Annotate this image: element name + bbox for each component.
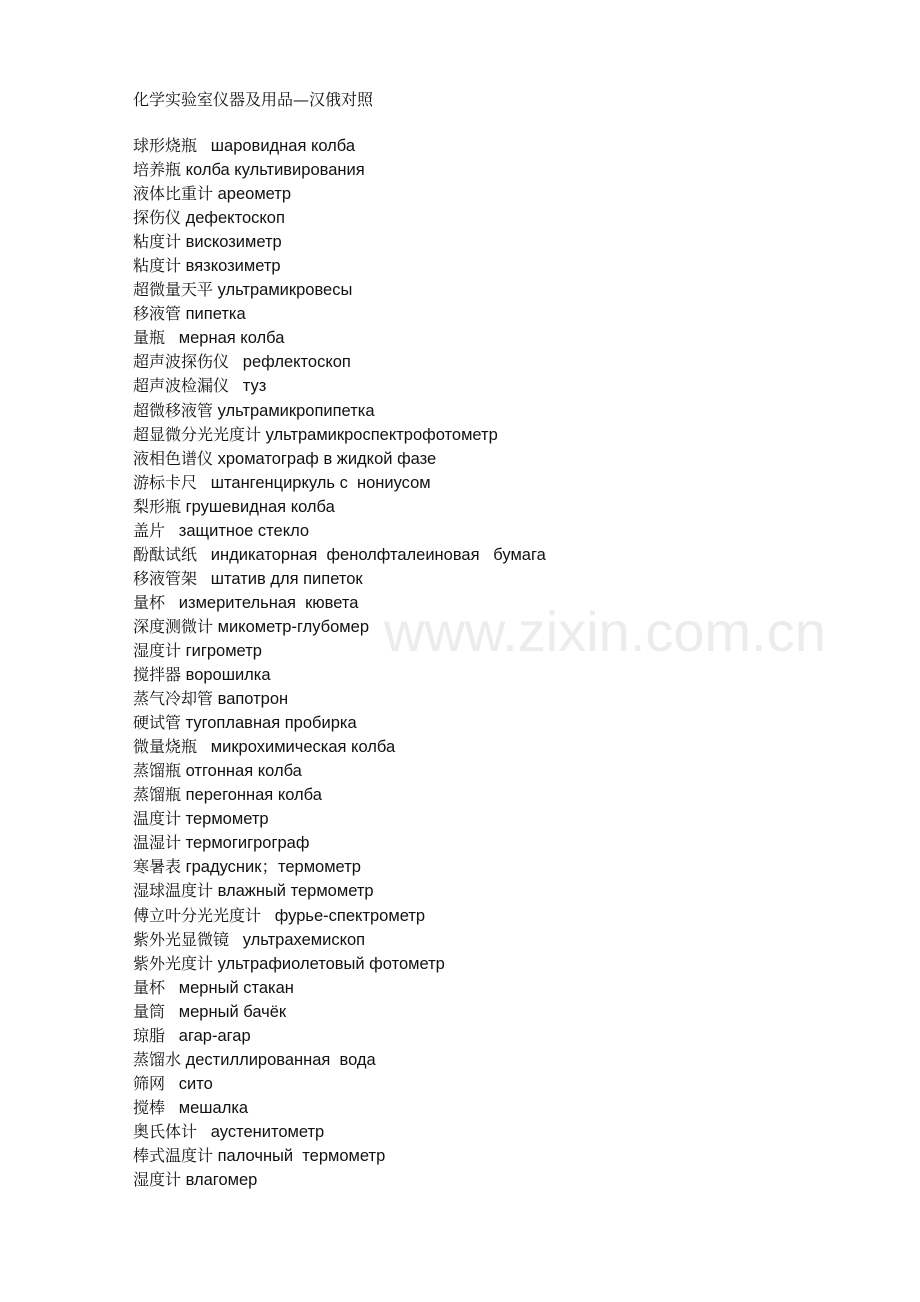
list-item <box>133 231 546 255</box>
list-item <box>133 400 546 424</box>
chinese-term: 琼脂 <box>133 1025 166 1045</box>
chinese-term: 超声波检漏仪 <box>133 376 230 396</box>
russian-term: ультрамикропипетка <box>217 401 375 420</box>
watermark: www.zixin.com.cn <box>384 600 826 663</box>
chinese-term: 微量烧瓶 <box>133 737 198 757</box>
russian-term: аустенитометр <box>210 1122 325 1141</box>
list-item <box>133 832 546 856</box>
list-item <box>133 279 546 303</box>
chinese-term: 游标卡尺 <box>133 472 198 492</box>
russian-term: вискозиметр <box>185 233 282 252</box>
list-item <box>133 472 546 496</box>
chinese-term: 量瓶 <box>133 328 166 348</box>
list-item <box>133 856 546 880</box>
term-separator <box>197 570 211 588</box>
list-item <box>133 688 546 712</box>
russian-term: ультрафиолетовый фотометр <box>217 954 445 973</box>
chinese-term: 超显微分光光度计 <box>133 424 262 444</box>
russian-term: грушевидная колба <box>185 497 335 516</box>
chinese-term: 培养瓶 <box>133 160 182 180</box>
russian-term: мерная колба <box>178 329 285 348</box>
list-item <box>133 1097 546 1121</box>
russian-term: сито <box>178 1074 213 1093</box>
russian-term: микометр-глубомер <box>217 617 369 636</box>
term-separator <box>165 594 179 612</box>
russian-term: влажный термометр <box>217 882 374 901</box>
russian-term: туз <box>242 377 267 396</box>
list-item <box>133 712 546 736</box>
russian-term: термогигрограф <box>185 834 310 853</box>
list-item <box>133 448 546 472</box>
chinese-term: 移液管架 <box>133 568 198 588</box>
term-separator <box>261 907 275 925</box>
chinese-term: 超微量天平 <box>133 280 214 300</box>
chinese-term: 蒸馏瓶 <box>133 761 182 781</box>
chinese-term: 酚酞试纸 <box>133 544 198 564</box>
list-item <box>133 616 546 640</box>
chinese-term: 温湿计 <box>133 833 182 853</box>
chinese-term: 液相色谱仪 <box>133 448 214 468</box>
chinese-term: 蒸馏水 <box>133 1049 182 1069</box>
russian-term: отгонная колба <box>185 762 302 781</box>
list-item <box>133 255 546 279</box>
chinese-term: 蒸气冷却管 <box>133 689 214 709</box>
chinese-term: 量杯 <box>133 977 166 997</box>
chinese-term: 紫外光度计 <box>133 953 214 973</box>
russian-term: измерительная кювета <box>178 593 359 612</box>
chinese-term: 棒式温度计 <box>133 1145 214 1165</box>
russian-term: палочный термометр <box>217 1146 386 1165</box>
list-item <box>133 159 546 183</box>
term-separator <box>197 546 211 564</box>
list-item <box>133 1169 546 1193</box>
term-separator <box>165 1099 179 1117</box>
term-separator <box>197 1123 211 1141</box>
list-item <box>133 303 546 327</box>
chinese-term: 搅棒 <box>133 1097 166 1117</box>
list-item <box>133 808 546 832</box>
list-item <box>133 929 546 953</box>
chinese-term: 奥氏体计 <box>133 1121 198 1141</box>
list-item <box>133 1121 546 1145</box>
vocabulary-list <box>133 135 546 1193</box>
russian-term: ультрахемископ <box>242 930 366 949</box>
chinese-term: 硬试管 <box>133 713 182 733</box>
page-title: 化学实验室仪器及用品—汉俄对照 <box>133 90 374 109</box>
chinese-term: 量筒 <box>133 1001 166 1021</box>
list-item <box>133 977 546 1001</box>
chinese-term: 搅拌器 <box>133 665 182 685</box>
list-item <box>133 1049 546 1073</box>
chinese-term: 紫外光显微镜 <box>133 929 230 949</box>
list-item <box>133 592 546 616</box>
russian-term: индикаторная фенолфталеиновая бумага <box>210 545 546 564</box>
chinese-term: 蒸馏瓶 <box>133 785 182 805</box>
russian-term: микрохимическая колба <box>210 738 396 757</box>
russian-term: влагомер <box>185 1171 258 1190</box>
russian-term: перегонная колба <box>185 786 322 805</box>
russian-term: тугоплавная пробирка <box>185 714 357 733</box>
list-item <box>133 496 546 520</box>
chinese-term: 球形烧瓶 <box>133 136 198 155</box>
chinese-term: 寒暑表 <box>133 857 182 877</box>
list-item <box>133 1025 546 1049</box>
russian-term: дестиллированная вода <box>185 1050 376 1069</box>
russian-term: дефектоскоп <box>185 209 285 228</box>
russian-term: градусник；термометр <box>185 858 361 877</box>
list-item <box>133 953 546 977</box>
chinese-term: 探伤仪 <box>133 208 182 228</box>
russian-term: термометр <box>185 810 269 829</box>
list-item <box>133 760 546 784</box>
chinese-term: 粘度计 <box>133 232 182 252</box>
chinese-term: 筛网 <box>133 1073 166 1093</box>
list-item <box>133 905 546 929</box>
list-item <box>133 351 546 375</box>
term-separator <box>197 474 211 492</box>
russian-term: гигрометр <box>185 641 262 660</box>
russian-term: хроматограф в жидкой фазе <box>217 449 437 468</box>
term-separator <box>165 1003 179 1021</box>
list-item <box>133 1145 546 1169</box>
russian-term: мерный стакан <box>178 978 294 997</box>
list-item <box>133 520 546 544</box>
russian-term: фурье-спектрометр <box>274 906 426 925</box>
term-separator <box>165 979 179 997</box>
russian-term: рефлектоскоп <box>242 353 351 372</box>
chinese-term: 湿球温度计 <box>133 881 214 901</box>
list-item <box>133 424 546 448</box>
term-separator <box>229 377 243 395</box>
chinese-term: 湿度计 <box>133 640 182 660</box>
russian-term: штатив для пипеток <box>210 569 363 588</box>
list-item <box>133 183 546 207</box>
chinese-term: 超声波探伤仪 <box>133 352 230 372</box>
list-item <box>133 736 546 760</box>
list-item <box>133 784 546 808</box>
term-separator <box>197 137 211 155</box>
chinese-term: 梨形瓶 <box>133 496 182 516</box>
term-separator <box>197 738 211 756</box>
russian-term: мешалка <box>178 1098 249 1117</box>
russian-term: ворошилка <box>185 666 271 685</box>
list-item <box>133 880 546 904</box>
list-item <box>133 544 546 568</box>
russian-term: ареометр <box>217 185 292 204</box>
chinese-term: 量杯 <box>133 592 166 612</box>
term-separator <box>165 329 179 347</box>
chinese-term: 深度测微计 <box>133 616 214 636</box>
russian-term: агар-агар <box>178 1026 251 1045</box>
term-separator <box>229 931 243 949</box>
list-item <box>133 375 546 399</box>
list-item <box>133 640 546 664</box>
russian-term: пипетка <box>185 305 246 324</box>
russian-term: шаровидная колба <box>210 137 356 155</box>
chinese-term: 超微移液管 <box>133 400 214 420</box>
russian-term: вязкозиметр <box>185 257 281 276</box>
russian-term: защитное стекло <box>178 521 310 540</box>
list-item <box>133 1073 546 1097</box>
chinese-term: 粘度计 <box>133 256 182 276</box>
russian-term: ультрамикровесы <box>217 281 353 300</box>
russian-term: вапотрон <box>217 690 289 709</box>
list-item <box>133 135 546 159</box>
term-separator <box>165 1027 179 1045</box>
list-item <box>133 1001 546 1025</box>
chinese-term: 温度计 <box>133 809 182 829</box>
russian-term: мерный бачёк <box>178 1002 287 1021</box>
chinese-term: 盖片 <box>133 520 166 540</box>
term-separator <box>165 522 179 540</box>
list-item <box>133 327 546 351</box>
list-item <box>133 568 546 592</box>
term-separator <box>165 1075 179 1093</box>
list-item <box>133 207 546 231</box>
chinese-term: 湿度计 <box>133 1170 182 1190</box>
term-separator <box>229 353 243 371</box>
chinese-term: 傅立叶分光光度计 <box>133 905 262 925</box>
chinese-term: 移液管 <box>133 304 182 324</box>
list-item <box>133 664 546 688</box>
chinese-term: 液体比重计 <box>133 184 214 204</box>
russian-term: колба культивирования <box>185 161 365 180</box>
russian-term: штангенциркуль с нониусом <box>210 473 431 492</box>
russian-term: ультрамикроспектрофотометр <box>265 425 498 444</box>
